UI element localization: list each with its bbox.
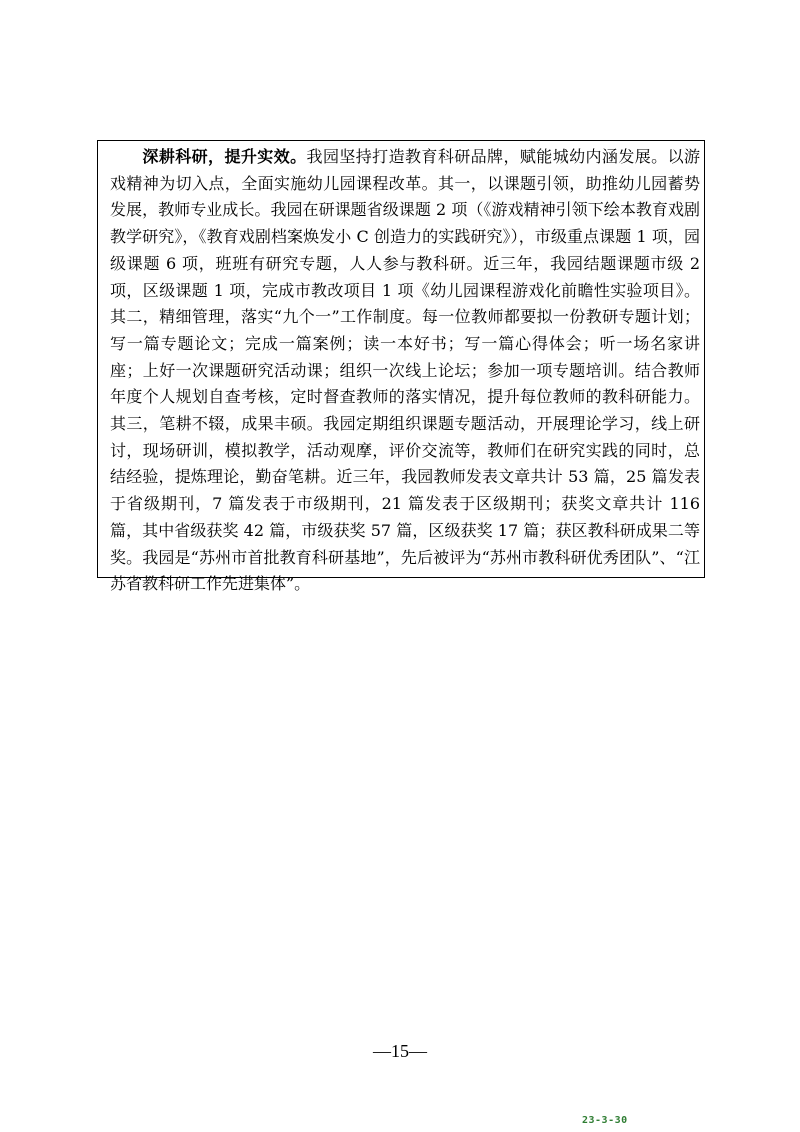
body-paragraph <box>110 144 700 598</box>
lead-heading: 深耕科研，提升实效。 <box>142 147 307 166</box>
body-text: 我园坚持打造教育科研品牌，赋能城幼内涵发展。以游戏精神为切入点，全面实施幼儿园课程改革。其一，以课题引领，助推幼儿园蓄势发展，教师专业成长。我园在研课题省级课题 2 项（《游戏精神引领下绘本教育戏剧教学研究》，《教育戏剧档案焕发小 C 创造力的实践研究》），市级重点课题 1 项，园级课题 6 项，班班有研究专题，人人参与教科研。近三年，我园结题课题市级 2 项，区级课题 1 项，完成市教改项目 1 项《幼儿园课程游戏化前瞻性实验项目》。其二，精细管理，落实“九个一”工作制度。每一位教师都要拟一份教研专题计划；写一篇专题论文；完成一篇案例；读一本好书；写一篇心得体会；听一场名家讲座；上好一次课题研究活动课；组织一次线上论坛；参加一项专题培训。结合教师年度个人规划自查考核，定时督查教师的落实情况，提升每位教师的教科研能力。其三，笔耕不辍，成果丰硕。我园定期组织课题专题活动，开展理论学习，线上研讨，现场研训，模拟教学，活动观摩，评价交流等，教师们在研究实践的同时，总结经验，提炼理论，勤奋笔耕。近三年，我园教师发表文章共计 53 篇，25 篇发表于省级期刊，7 篇发表于市级期刊，21 篇发表于区级期刊；获奖文章共计 116 篇，其中省级获奖 42 篇，市级获奖 57 篇，区级获奖 17 篇；获区教科研成果二等奖。我园是“苏州市首批教育科研基地”，先后被评为“苏州市教科研优秀团队”、“江苏省教科研工作先进集体”。 <box>110 147 700 594</box>
date-stamp: 23-3-30 <box>582 1115 628 1126</box>
page-number: —15— <box>373 1041 427 1061</box>
